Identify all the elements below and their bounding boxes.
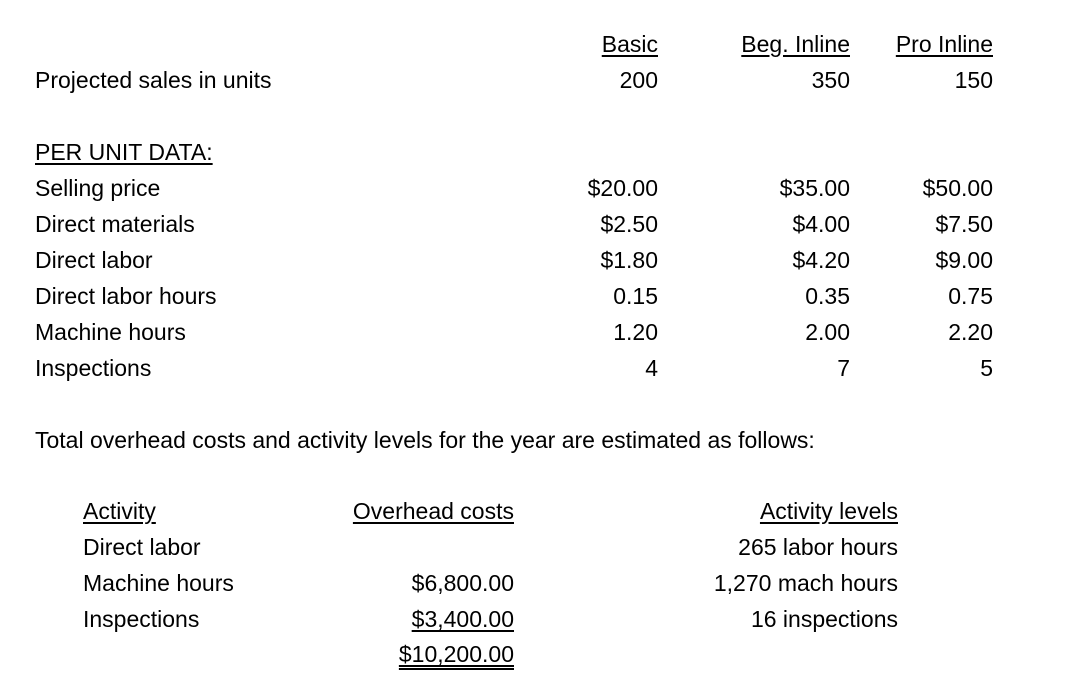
overhead-costs-header: Overhead costs	[352, 498, 514, 524]
direct-labor-beg-inline: $4.20	[792, 247, 850, 273]
inspections-beg-inline: 7	[837, 355, 850, 381]
direct-labor-basic: $1.80	[600, 247, 658, 273]
direct-labor-hours-basic: 0.15	[613, 283, 658, 309]
cost-machine-hours: $6,800.00	[411, 570, 514, 596]
machine-hours-pro-inline: 2.20	[948, 319, 993, 345]
row-label-inspections: Inspections	[35, 355, 152, 381]
direct-materials-basic: $2.50	[600, 211, 658, 237]
header-pro-inline: Pro Inline	[895, 31, 993, 57]
activity-direct-labor: Direct labor	[83, 534, 201, 560]
row-label-direct-labor-hours: Direct labor hours	[35, 283, 217, 309]
level-inspections: 16 inspections	[750, 606, 898, 632]
activity-levels-header: Activity levels	[759, 498, 898, 524]
activity-machine-hours: Machine hours	[83, 570, 234, 596]
row-label-selling-price: Selling price	[35, 175, 161, 201]
direct-labor-hours-beg-inline: 0.35	[805, 283, 850, 309]
selling-price-pro-inline: $50.00	[922, 175, 993, 201]
sales-beg-inline: 350	[811, 67, 850, 93]
selling-price-beg-inline: $35.00	[779, 175, 850, 201]
direct-materials-pro-inline: $7.50	[935, 211, 993, 237]
machine-hours-basic: 1.20	[613, 319, 658, 345]
direct-labor-hours-pro-inline: 0.75	[948, 283, 993, 309]
row-label-direct-labor: Direct labor	[35, 247, 153, 273]
activity-header: Activity	[83, 498, 156, 524]
machine-hours-beg-inline: 2.00	[805, 319, 850, 345]
inspections-basic: 4	[645, 355, 658, 381]
row-label-machine-hours: Machine hours	[35, 319, 186, 345]
cost-inspections: $3,400.00	[411, 606, 514, 632]
selling-price-basic: $20.00	[587, 175, 658, 201]
inspections-pro-inline: 5	[980, 355, 993, 381]
overhead-intro: Total overhead costs and activity levels for the year are estimated as follows:	[35, 427, 815, 453]
overhead-total: $10,200.00	[398, 641, 514, 667]
header-basic: Basic	[601, 31, 658, 57]
level-direct-labor: 265 labor hours	[738, 534, 898, 560]
sales-basic: 200	[619, 67, 658, 93]
sales-pro-inline: 150	[954, 67, 993, 93]
per-unit-heading: PER UNIT DATA:	[35, 139, 213, 165]
direct-labor-pro-inline: $9.00	[935, 247, 993, 273]
level-machine-hours: 1,270 mach hours	[713, 570, 898, 596]
row-label-direct-materials: Direct materials	[35, 211, 195, 237]
activity-inspections: Inspections	[83, 606, 200, 632]
direct-materials-beg-inline: $4.00	[792, 211, 850, 237]
sales-label: Projected sales in units	[35, 67, 272, 93]
header-beg-inline: Beg. Inline	[741, 31, 850, 57]
